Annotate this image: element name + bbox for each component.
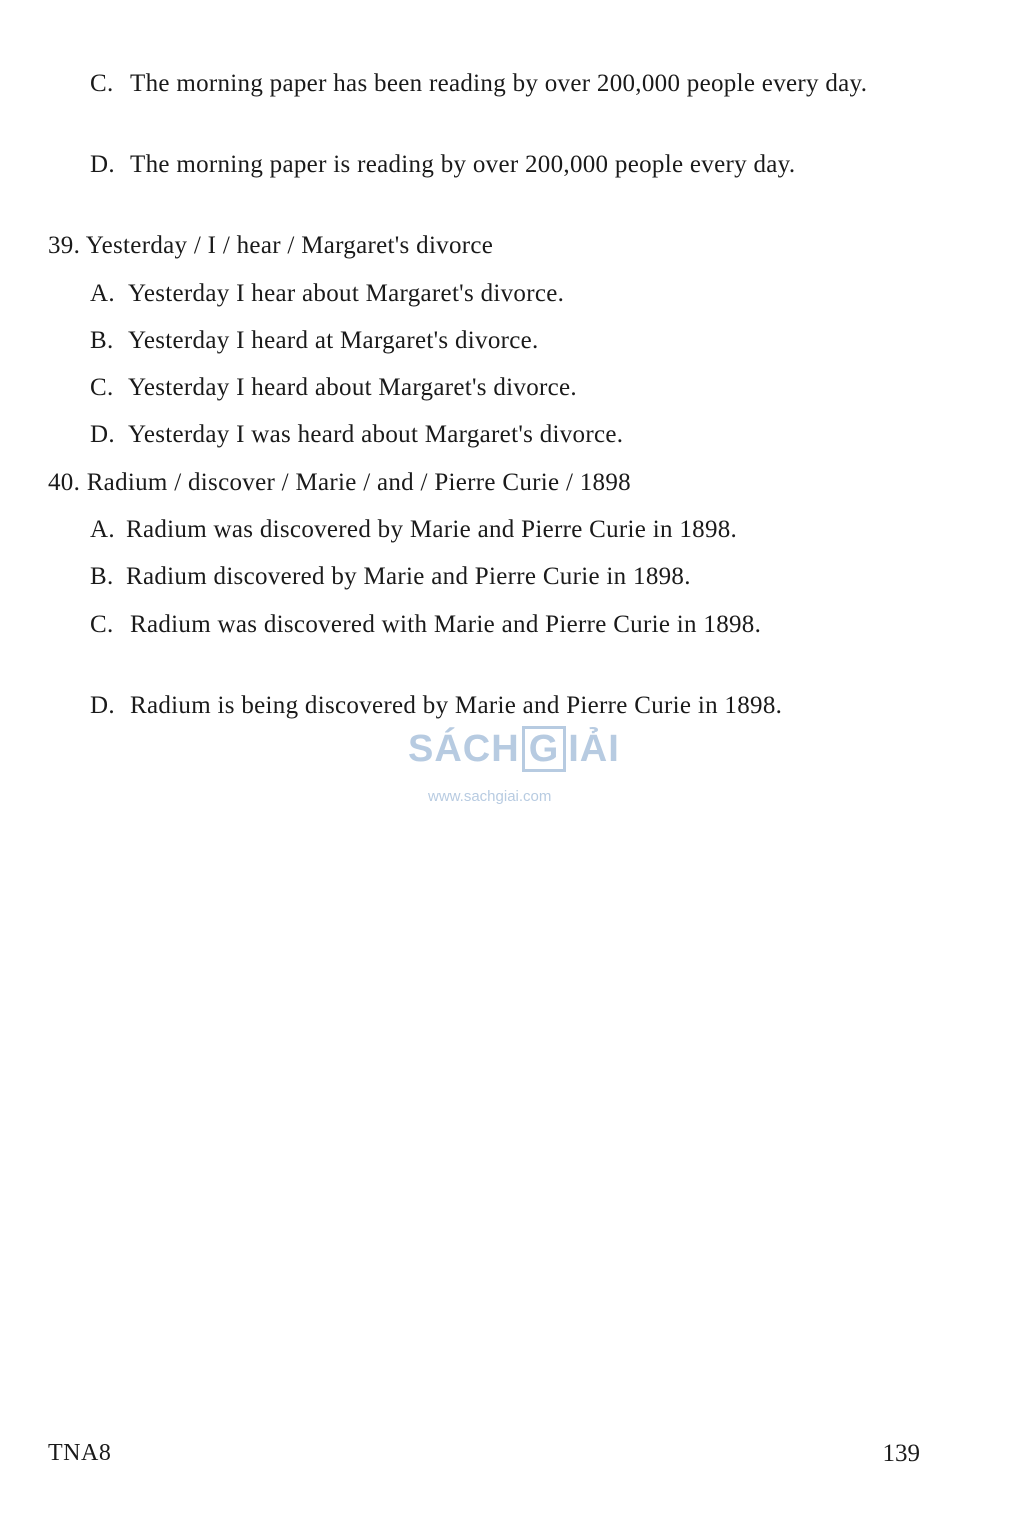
option-letter: D. [90,151,115,178]
page-number: 139 [882,1440,920,1467]
option-text: Yesterday I heard about Margaret's divorce. [128,374,577,401]
option-letter: C. [90,374,114,401]
q39-option-d [90,417,920,453]
watermark-brand-box: G [522,726,567,772]
q40-option-d [90,688,920,724]
q40-option-a [90,512,920,548]
option-text: Yesterday I hear about Margaret's divorce. [128,280,565,307]
option-letter: C. [90,611,114,638]
option-text: Radium is being discovered by Marie and Pierre Curie in 1898. [130,692,783,719]
q40-prompt: 40. Radium / discover / Marie / and / Pierre Curie / 1898 [48,469,631,496]
option-letter: B. [90,563,114,590]
watermark-brand-part2: IẢI [568,728,620,770]
q39-prompt: 39. Yesterday / I / hear / Margaret's divorce [48,232,494,259]
q38-option-c [90,66,920,102]
option-text: Yesterday I heard at Margaret's divorce. [128,327,539,354]
watermark-logo [408,726,620,772]
option-text: Radium was discovered with Marie and Pierre Curie in 1898. [130,611,762,638]
q38-option-d [90,147,920,183]
option-text: Yesterday I was heard about Margaret's divorce. [128,421,624,448]
option-text: The morning paper is reading by over 200,000 people every day. [130,151,796,178]
watermark-url: www.sachgiai.com [428,788,552,805]
q40-option-b [90,559,920,595]
sachgiai-watermark [408,722,618,812]
option-letter: A. [90,280,115,307]
q39-option-c [90,370,920,406]
option-letter: D. [90,692,115,719]
option-letter: D. [90,421,115,448]
q39-option-a [90,276,920,312]
option-text: The morning paper has been reading by over 200,000 people every day. [130,70,868,97]
option-text: Radium discovered by Marie and Pierre Curie in 1898. [126,563,691,590]
option-text: Radium was discovered by Marie and Pierre Curie in 1898. [126,516,738,543]
option-letter: B. [90,327,114,354]
q40-option-c [90,607,920,643]
option-letter: A. [90,516,115,543]
watermark-brand-part1: SÁCH [408,728,520,770]
q39-option-b [90,323,920,359]
book-code: TNA8 [48,1440,112,1466]
option-letter: C. [90,70,114,97]
